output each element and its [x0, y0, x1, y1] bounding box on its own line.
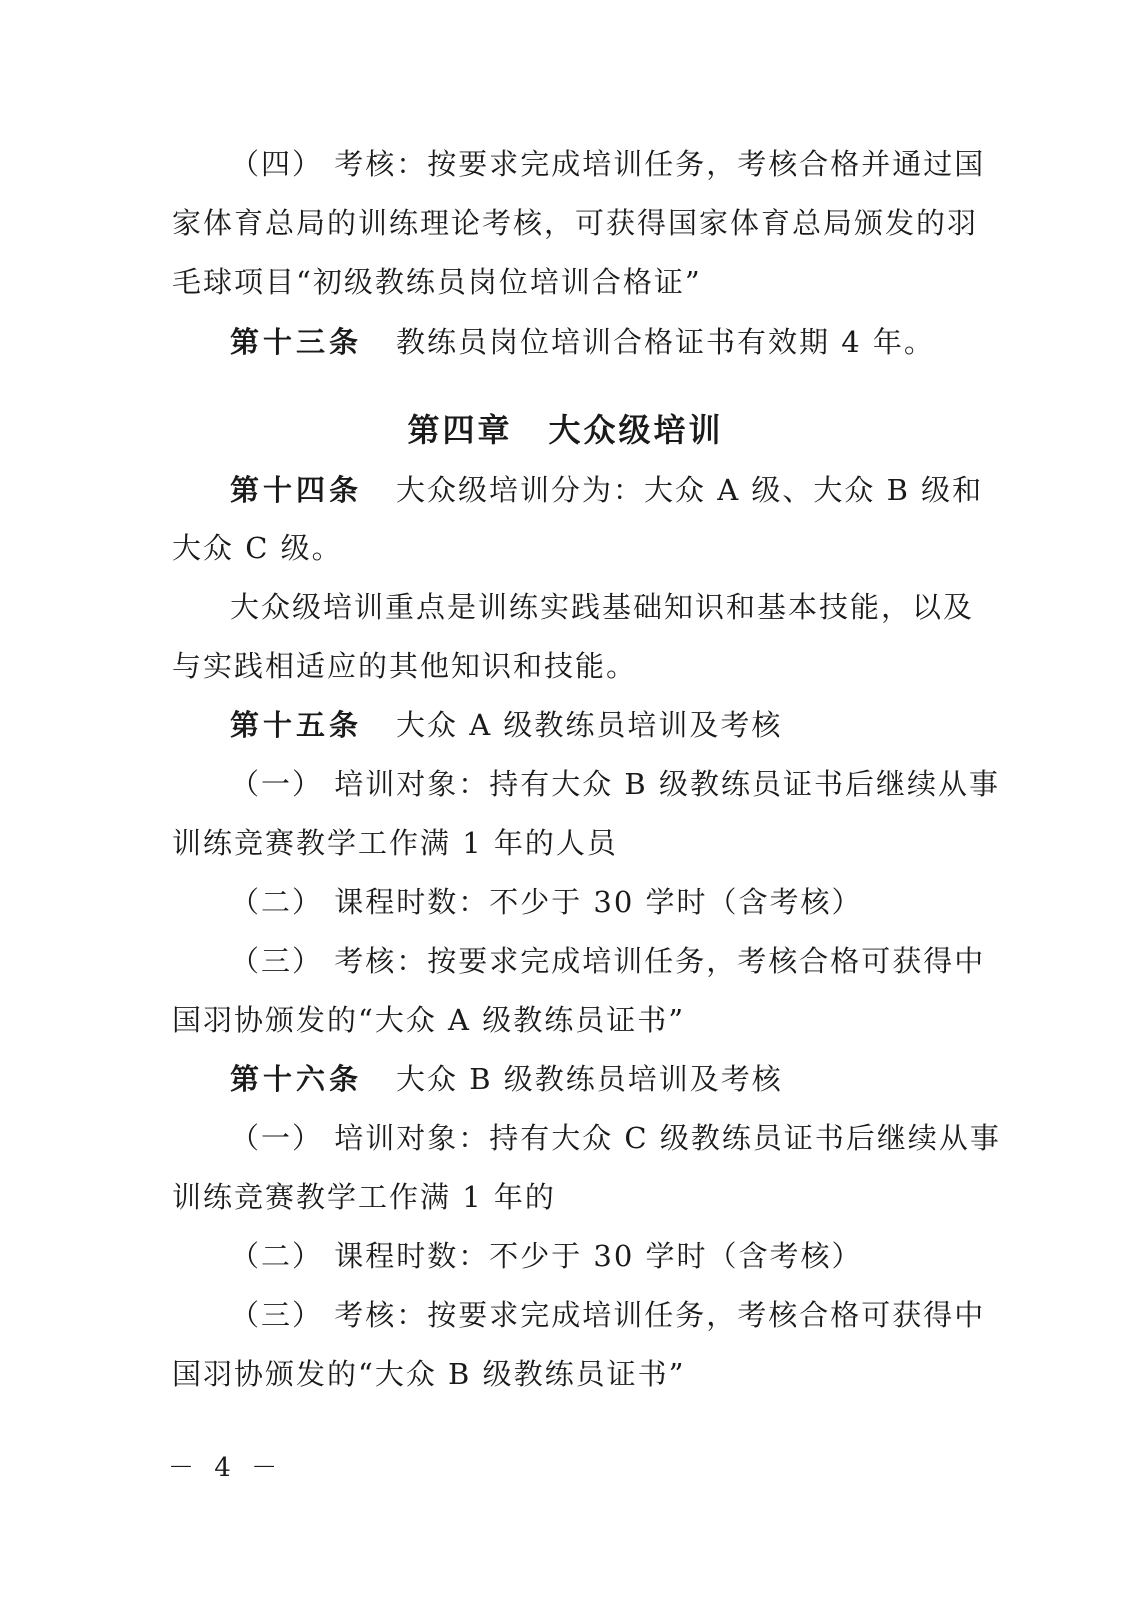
paragraph-line: 毛球项目“初级教练员岗位培训合格证” [172, 265, 702, 299]
paragraph-line: （二） 课程时数：不少于 30 学时（含考核） [230, 885, 863, 919]
article-number: 第十四条 [230, 473, 363, 507]
paragraph-line: （三） 考核：按要求完成培训任务，考核合格可获得中 [230, 944, 986, 978]
paragraph-line: 家体育总局的训练理论考核，可获得国家体育总局颁发的羽 [172, 206, 979, 240]
article-14 [230, 470, 984, 510]
paragraph-line: （二） 课程时数：不少于 30 学时（含考核） [230, 1239, 863, 1273]
page-number: － 4 － [168, 1453, 284, 1483]
paragraph-line: 训练竞赛教学工作满 1 年的人员 [172, 826, 618, 860]
article-number: 第十三条 [230, 325, 363, 359]
article-13 [230, 322, 952, 362]
article-16 [230, 1059, 952, 1099]
article-text: 教练员岗位培训合格证书有效期 4 年。 [396, 325, 935, 359]
paragraph-line: （四） 考核：按要求完成培训任务，考核合格并通过国 [230, 147, 986, 181]
paragraph-line: 国羽协颁发的“大众 B 级教练员证书” [172, 1357, 686, 1391]
article-text: 大众 B 级教练员培训及考核 [396, 1062, 783, 1096]
article-text: 大众 A 级教练员培训及考核 [396, 708, 783, 742]
paragraph-line: （一） 培训对象：持有大众 B 级教练员证书后继续从事 [230, 767, 1000, 801]
article-text: 大众级培训分为：大众 A 级、大众 B 级和 [396, 473, 984, 507]
paragraph-line: （一） 培训对象：持有大众 C 级教练员证书后继续从事 [230, 1121, 1001, 1155]
chapter-number: 第四章 [407, 411, 513, 449]
article-number: 第十五条 [230, 708, 363, 742]
chapter-heading [0, 408, 1131, 452]
paragraph-line: 训练竞赛教学工作满 1 年的 [172, 1180, 556, 1214]
chapter-title: 大众级培训 [548, 411, 724, 449]
article-number: 第十六条 [230, 1062, 363, 1096]
paragraph-line: （三） 考核：按要求完成培训任务，考核合格可获得中 [230, 1298, 986, 1332]
paragraph-line: 大众 C 级。 [172, 531, 343, 565]
paragraph-line: 国羽协颁发的“大众 A 级教练员证书” [172, 1003, 686, 1037]
article-15 [230, 705, 952, 745]
paragraph-line: 与实践相适应的其他知识和技能。 [172, 649, 638, 683]
paragraph-line: 大众级培训重点是训练实践基础知识和基本技能，以及 [230, 590, 975, 624]
